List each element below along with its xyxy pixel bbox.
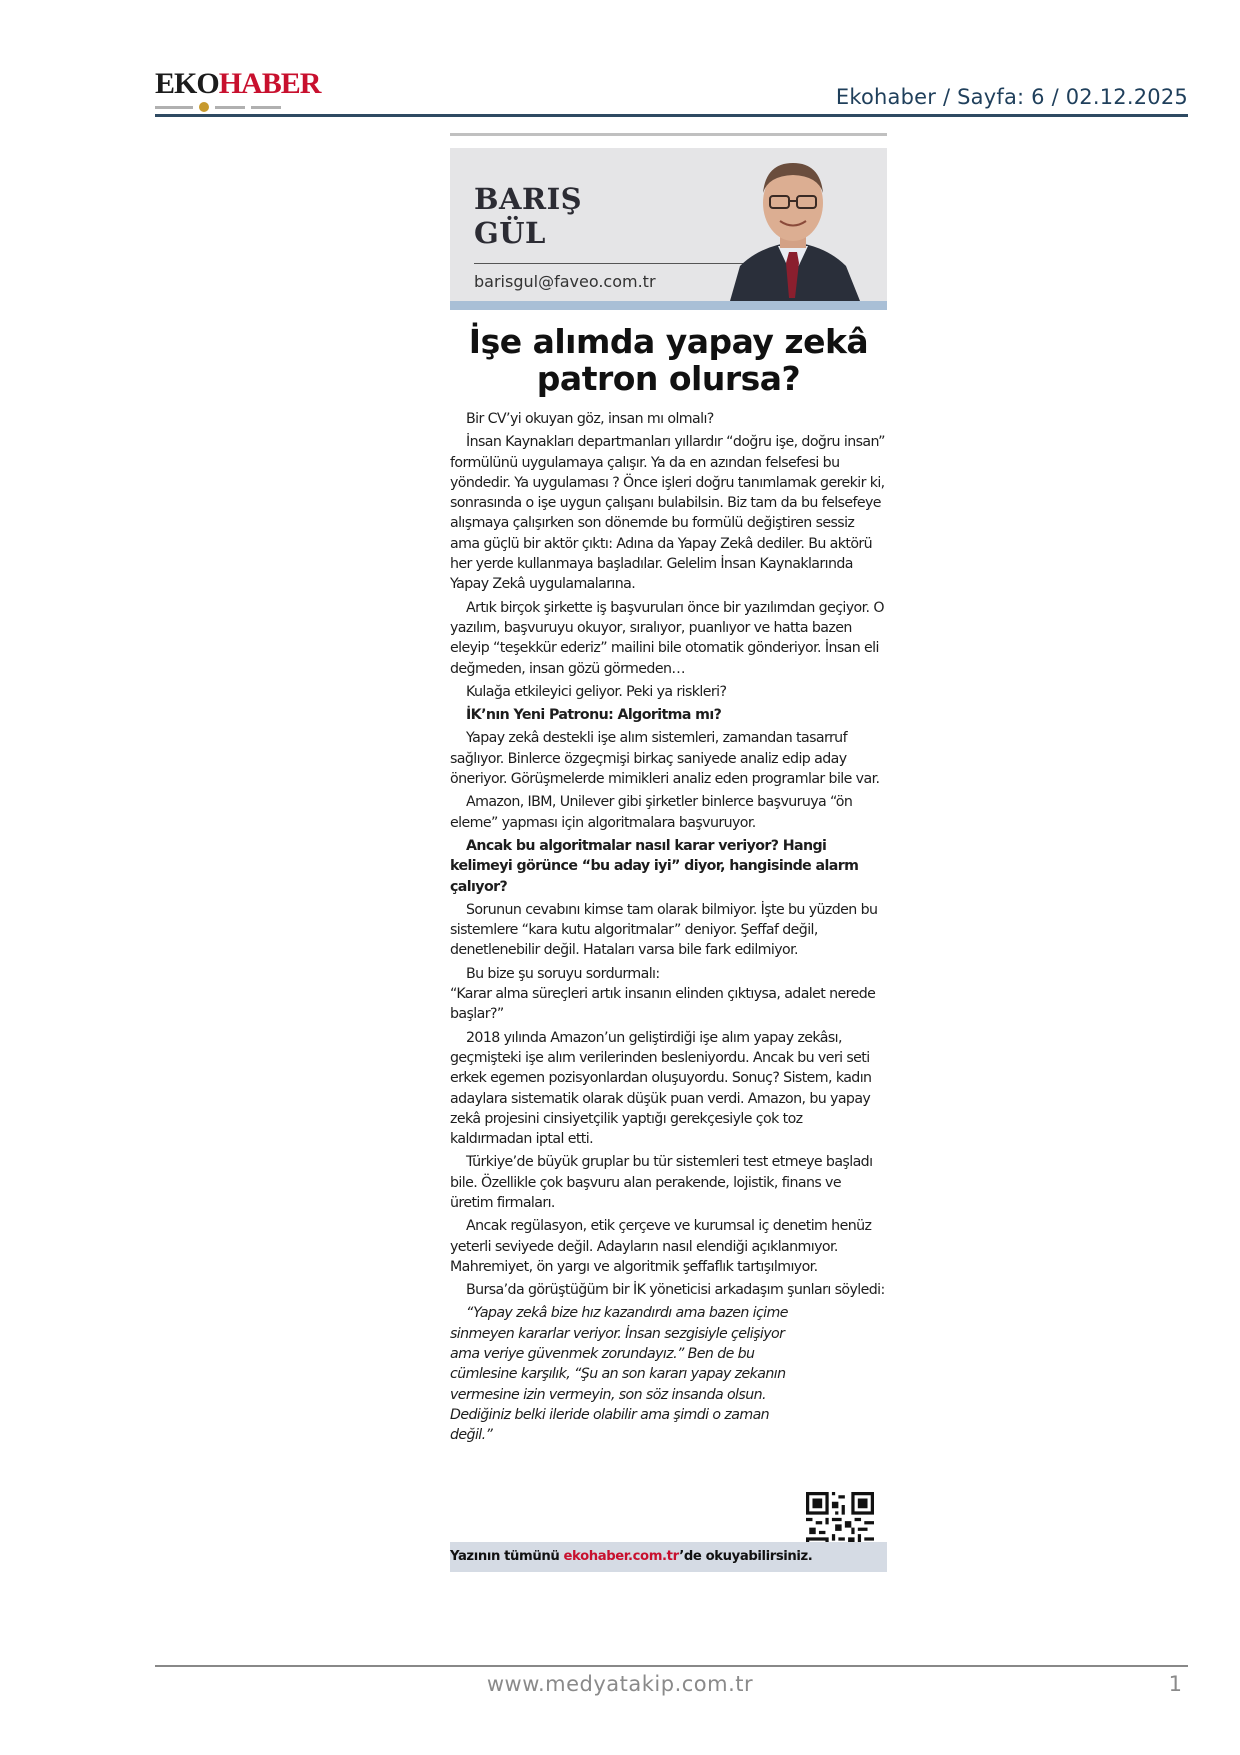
paragraph: Kulağa etkileyici geliyor. Peki ya riskleri? — [466, 683, 727, 700]
paragraph: Türkiye’de büyük gruplar bu tür sistemleri test etmeye başladı bile. Özellikle çok başvuru alan perakende, lojistik, finans ve üretim firmaları. — [450, 1154, 873, 1211]
paragraph: Sorunun cevabını kimse tam olarak bilmiyor. İşte bu yüzden bu sistemlere “kara kutu algoritmalar” deniyor. Şeffaf değil, denetlenebilir değil. Hataları varsa bile fark edilmiyor. — [450, 901, 878, 959]
publication-logo — [155, 67, 321, 108]
footer-url: www.medyatakip.com.tr — [486, 1672, 754, 1696]
banner-accent-bar — [450, 301, 887, 310]
bold-question-paragraph: Ancak bu algoritmalar nasıl karar veriyor? Hangi kelimeyi görünce “bu aday iyi” diyor, hangisinde alarm çalıyor? — [450, 837, 859, 895]
read-more-suffix: ’de okuyabilirsiniz. — [679, 1549, 813, 1564]
paragraph: Bu bize şu soruyu sordurmalı: — [466, 965, 660, 982]
quoted-question: “Karar alma süreçleri artık insanın elinden çıktıysa, adalet nerede başlar?” — [450, 986, 876, 1023]
article-headline — [450, 323, 887, 397]
author-portrait — [700, 148, 887, 301]
headline-line-2: patron olursa? — [536, 359, 801, 398]
author-name — [474, 182, 582, 250]
paragraph: 2018 yılında Amazon’un geliştirdiği işe alım yapay zekâsı, geçmişteki işe alım verilerinden besleniyordu. Ancak bu veri seti erkek egemen pozisyonlardan oluşuyordu. Sonuç? Sistem, kadın adaylara sistematik olarak düşük puan verdi. Amazon, bu yapay zekâ projesini cinsiyetçilik yaptığı gerekçesiyle çok toz kaldırmadan iptal etti. — [450, 1029, 872, 1148]
read-more-link[interactable]: ekohaber.com.tr — [563, 1549, 680, 1564]
paragraph: Artık birçok şirkette iş başvuruları önce bir yazılımdan geçiyor. O yazılım, başvuruyu okuyor, sıralıyor, puanlıyor ve hatta bazen eleyip “teşekkür ederiz” mailini bile otomatik gönderiyor. İnsan eli değmeden, insan gözü görmeden… — [450, 599, 884, 677]
seal-icon — [199, 102, 209, 112]
paragraph: İnsan Kaynakları departmanları yıllardır “doğru işe, doğru insan” formülünü uygulamaya çalışır. Ya da en azından felsefesi bu yöndedir. Ya uygulaması ? Önce işleri doğru tanımlamak gerekir ki, sonrasında o işe uygun çalışanı bulabilsin. Biz tam da bu felsefeye alışmaya çalışırken son dönemde bu formülü değiştiren sessiz ama güçlü bir aktör çıktı: Adına da Yapay Zekâ dediler. Bu aktörü her yerde kullanmaya başladılar. Gelelim İnsan Kaynaklarında Yapay Zekâ uygulamalarına. — [450, 434, 885, 593]
logo-strip — [155, 102, 300, 112]
author-last-name: GÜL — [474, 216, 546, 250]
quote-paragraph: “Yapay zekâ bize hız kazandırdı ama bazen içime sinmeyen kararlar veriyor. İnsan sezgisiyle çelişiyor ama veriye güvenmek zorundayız.” Ben de bu cümlesine karşılık, “Şu an son kararı yapay zekanın vermesine izin vermeyin, son söz insanda olsun. Dediğiniz belki ileride olabilir ama şimdi o zaman değil.” — [450, 1305, 788, 1444]
paragraph: Yapay zekâ destekli işe alım sistemleri, zamandan tasarruf sağlıyor. Binlerce özgeçmişi birkaç saniyede analiz edip aday öneriyor. Görüşmelerde mimikleri analiz eden programlar bile var. — [450, 730, 880, 788]
paragraph: Bursa’da görüştüğüm bir İK yöneticisi arkadaşım şunları söyledi: — [466, 1282, 885, 1299]
page-number: 1 — [1168, 1672, 1182, 1696]
author-first-name: BARIŞ — [474, 182, 583, 216]
footer-divider — [155, 1665, 1188, 1667]
author-banner — [450, 148, 887, 301]
paragraph: Amazon, IBM, Unilever gibi şirketler binlerce başvuruya “ön eleme” yapması için algoritmalara başvuruyor. — [450, 794, 853, 831]
logo-text-eko: EKO — [155, 67, 219, 100]
headline-line-1: İşe alımda yapay zekâ — [468, 322, 869, 361]
header-divider — [155, 114, 1188, 117]
logo-text-haber: HABER — [218, 67, 321, 100]
source-line: Ekohaber / Sayfa: 6 / 02.12.2025 — [835, 85, 1188, 109]
author-email: barisgul@faveo.com.tr — [474, 272, 656, 291]
article-body — [450, 409, 887, 1449]
paragraph: Ancak regülasyon, etik çerçeve ve kurumsal iç denetim henüz yeterli seviyede değil. Adayların nasıl elendiği açıklanmıyor. Mahremiyet, ön yargı ve algoritmik şeffaflık tartışılmıyor. — [450, 1218, 872, 1275]
section-subheading: İK’nın Yeni Patronu: Algoritma mı? — [466, 707, 722, 724]
read-more-prefix: Yazının tümünü — [450, 1549, 564, 1564]
paragraph: Bir CV’yi okuyan göz, insan mı olmalı? — [466, 411, 714, 427]
article-clipping — [450, 133, 887, 1573]
clipping-top-rule — [450, 133, 887, 136]
read-more-note — [450, 1549, 887, 1564]
